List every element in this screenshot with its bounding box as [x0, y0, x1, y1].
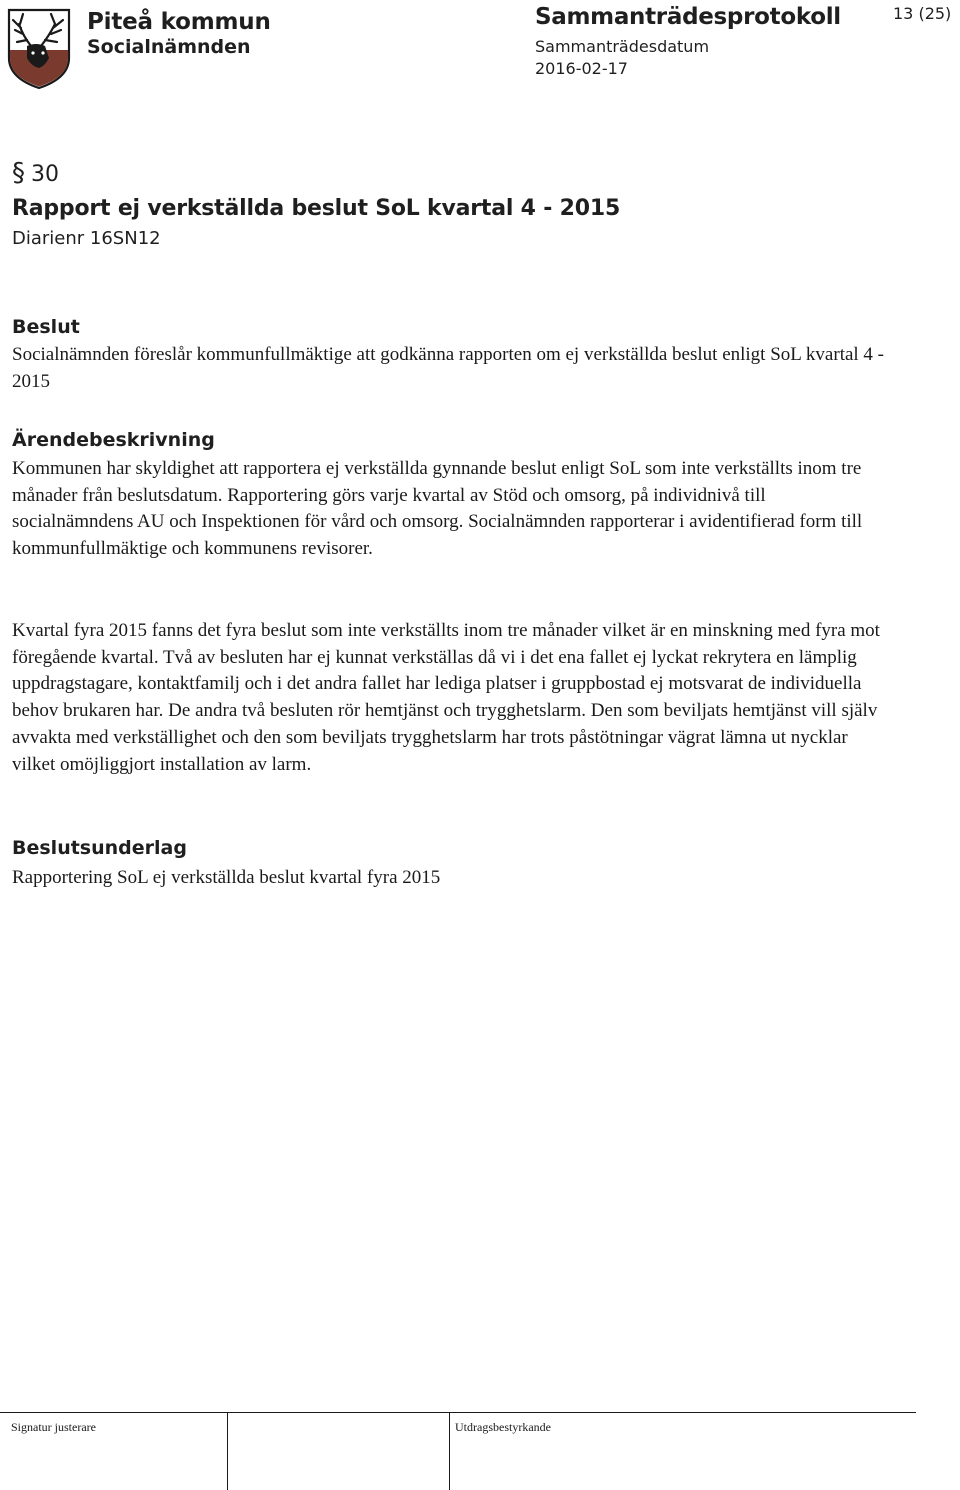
diary-number: Diarienr 16SN12 [12, 228, 161, 249]
footer-divider-1 [227, 1412, 228, 1490]
extract-certification-label: Utdragsbestyrkande [455, 1420, 551, 1434]
case-description-text-2: Kvartal fyra 2015 fanns det fyra beslut som inte verkställts inom tre månader vilket är en minskning med fyra mot föregående kvartal. Två av besluten har ej kunnat verkställas då vi i det ena fallet ej lyckat rekrytera en lämplig uppdragstagare, kontaktfamilj och i det andra fallet har lediga platser i gruppbostad ej motsvarat de individuella behov brukaren har. De andra två besluten rör hemtjänst och trygghetslarm. Den som beviljats hemtjänst vill själv avvakta med verkställighet och den som beviljats trygghetslarm har trots påstötningar vägrat lämna ut nycklar vilket omöjliggjort installation av larm. [12, 620, 880, 775]
footer-top-rule [0, 1412, 916, 1413]
case-description-text-1: Kommunen har skyldighet att rapportera ej verkställda gynnande beslut enligt SoL som inte verkställts inom tre månader från beslutsdatum. Rapportering görs varje kvartal av Stöd och omsorg, på individnivå till socialnämndens AU och Inspektionen för vård och omsorg. Socialnämnden rapporterar i avidentifierad form till kommunfullmäktige och kommunens revisorer. [12, 458, 863, 560]
organization-name: Piteå kommun [87, 9, 271, 35]
document-type: Sammanträdesprotokoll [535, 4, 841, 30]
signature-footer [0, 1412, 916, 1490]
item-title: Rapport ej verkställda beslut SoL kvartal 4 - 2015 [12, 196, 621, 221]
decision-heading: Beslut [12, 316, 80, 338]
adjuster-signature-label: Signatur justerare [11, 1420, 96, 1434]
case-description-heading: Ärendebeskrivning [12, 429, 215, 451]
page-number: 13 (25) [893, 4, 952, 23]
paragraph-sign: § [12, 158, 25, 188]
decision-text: Socialnämnden föreslår kommunfullmäktige att godkänna rapporten om ej verkställda beslut enligt SoL kvartal 4 - 2015 [12, 344, 885, 392]
meeting-date-label: Sammanträdesdatum [535, 37, 710, 56]
footer-divider-2 [449, 1412, 450, 1490]
organization-unit: Socialnämnden [87, 36, 251, 58]
decision-basis-text: Rapportering SoL ej verkställda beslut kvartal fyra 2015 [12, 867, 441, 888]
paragraph-number: 30 [31, 162, 59, 187]
decision-basis-heading: Beslutsunderlag [12, 837, 187, 859]
meeting-date-value: 2016-02-17 [535, 59, 628, 78]
reindeer-coat-of-arms-logo [5, 6, 73, 90]
